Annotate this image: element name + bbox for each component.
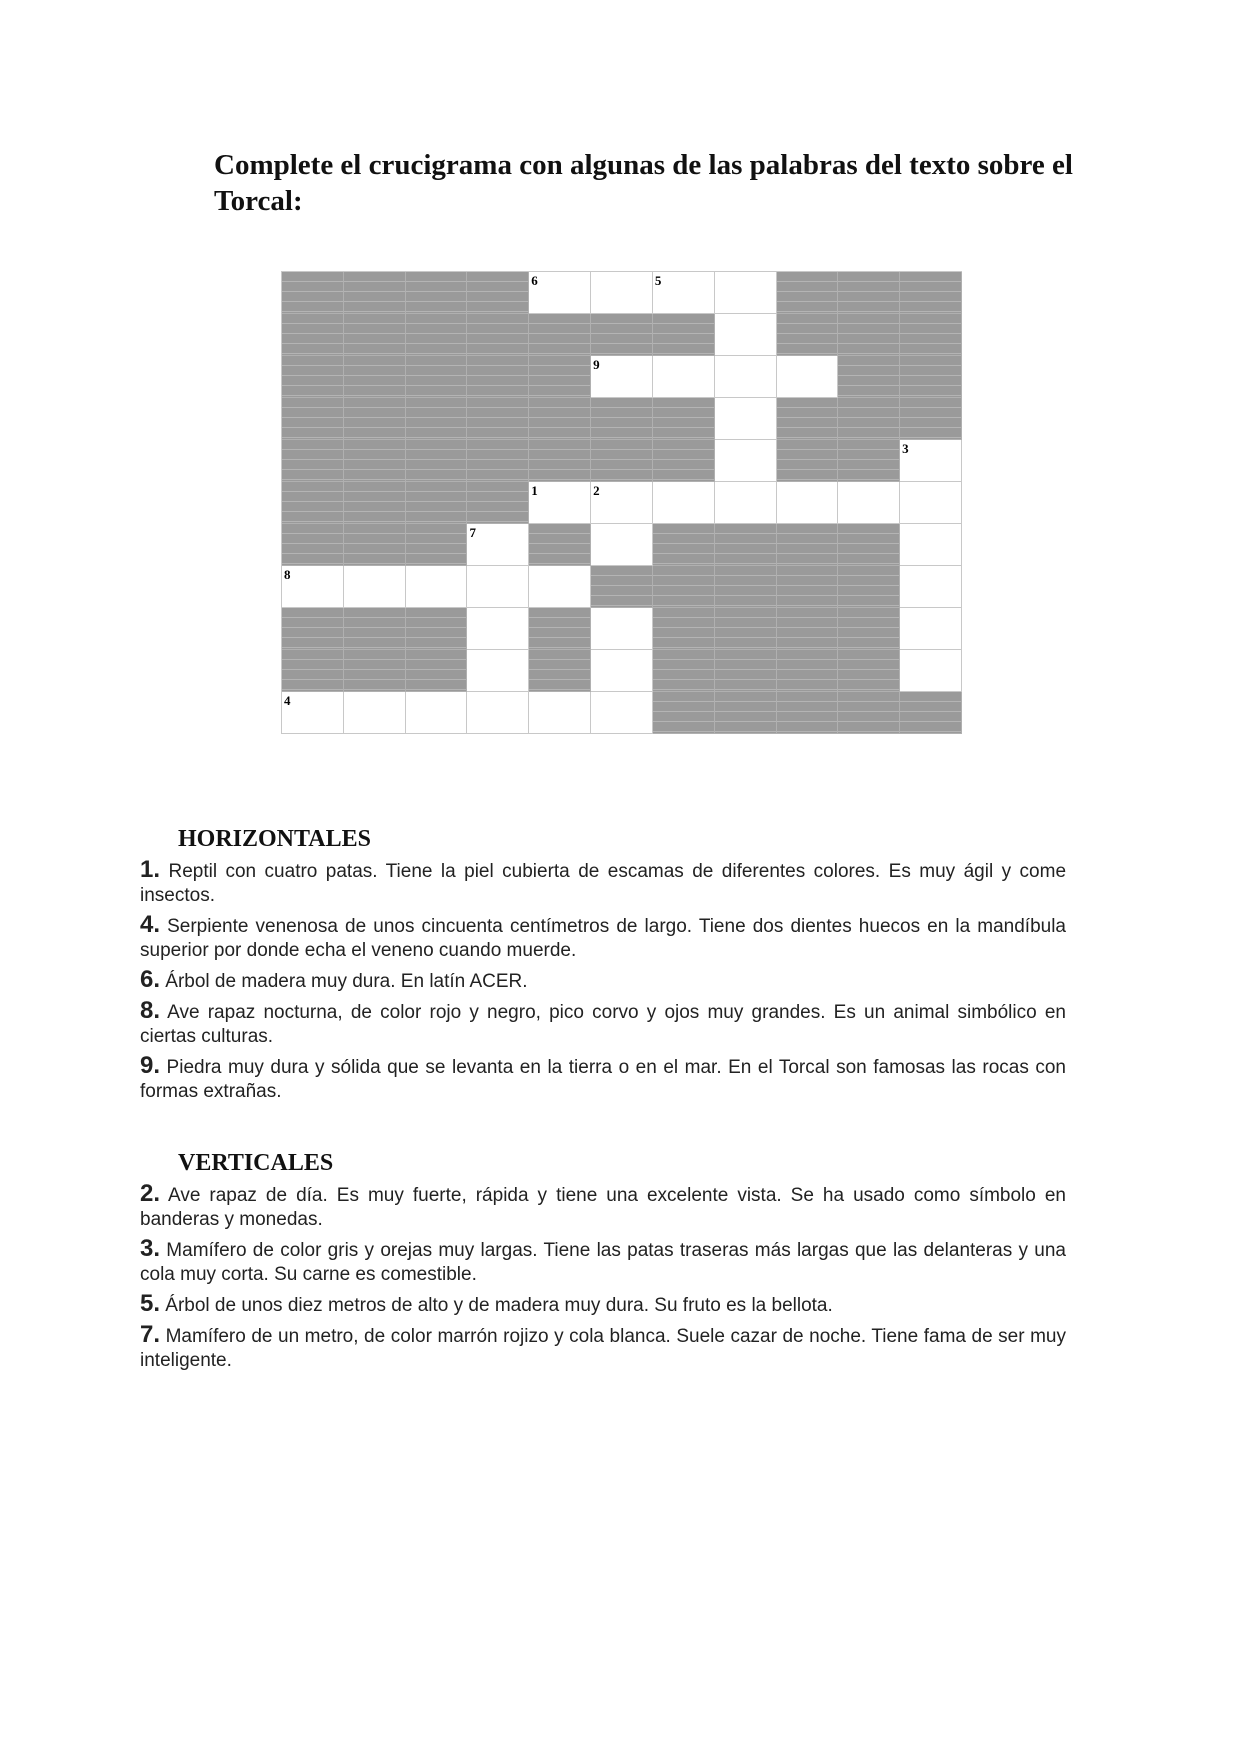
clue-text: Reptil con cuatro patas. Tiene la piel cubierta de escamas de diferentes colores. Es muy ágil y come insectos. xyxy=(140,861,1067,906)
clue-number: 2. xyxy=(140,1180,161,1207)
crossword-block xyxy=(777,650,839,692)
crossword-cell[interactable] xyxy=(900,566,962,608)
page-title: Complete el crucigrama con algunas de las palabras del texto sobre el Torcal: xyxy=(214,149,1073,217)
crossword-block xyxy=(838,650,900,692)
crossword-cell[interactable] xyxy=(406,566,468,608)
crossword-block xyxy=(591,566,653,608)
crossword-block xyxy=(900,692,962,734)
crossword-cell[interactable] xyxy=(900,608,962,650)
crossword-block xyxy=(529,524,591,566)
clue-text: Ave rapaz de día. Es muy fuerte, rápida y tiene una excelente vista. Se ha usado como símbolo en banderas y monedas. xyxy=(140,1185,1066,1230)
clue-v3 xyxy=(140,1237,1066,1287)
crossword-cell[interactable] xyxy=(529,482,591,524)
crossword-block xyxy=(529,398,591,440)
crossword-cell[interactable] xyxy=(467,650,529,692)
clue-number-label: 2 xyxy=(593,483,600,498)
crossword-block xyxy=(653,650,715,692)
horizontales-heading: HORIZONTALES xyxy=(178,826,371,852)
clue-h1 xyxy=(140,858,1066,908)
clue-v2 xyxy=(140,1182,1066,1232)
crossword-cell[interactable] xyxy=(282,692,344,734)
crossword-cell[interactable] xyxy=(777,356,839,398)
clue-number: 1. xyxy=(140,856,161,883)
crossword-block xyxy=(777,398,839,440)
crossword-block xyxy=(344,356,406,398)
crossword-block xyxy=(715,566,777,608)
crossword-cell[interactable] xyxy=(900,524,962,566)
crossword-block xyxy=(406,650,468,692)
crossword-block xyxy=(838,272,900,314)
crossword-block xyxy=(715,608,777,650)
crossword-block xyxy=(282,398,344,440)
crossword-block xyxy=(344,440,406,482)
verticales-clues xyxy=(140,1182,1066,1378)
crossword-cell[interactable] xyxy=(715,398,777,440)
crossword-block xyxy=(467,398,529,440)
crossword-cell[interactable] xyxy=(467,692,529,734)
crossword-cell[interactable] xyxy=(653,356,715,398)
crossword-block xyxy=(715,692,777,734)
crossword-block xyxy=(406,608,468,650)
crossword-block xyxy=(777,272,839,314)
crossword-block xyxy=(715,524,777,566)
crossword-block xyxy=(838,608,900,650)
clue-number-label: 7 xyxy=(469,525,476,540)
crossword-cell[interactable] xyxy=(591,482,653,524)
clue-h9 xyxy=(140,1054,1066,1104)
clue-h6 xyxy=(140,968,1066,994)
crossword-block xyxy=(838,566,900,608)
crossword-cell[interactable] xyxy=(591,692,653,734)
crossword-block xyxy=(406,314,468,356)
crossword-block xyxy=(529,650,591,692)
crossword-block xyxy=(653,692,715,734)
crossword-block xyxy=(406,440,468,482)
crossword-block xyxy=(838,692,900,734)
crossword-block xyxy=(529,356,591,398)
crossword-block xyxy=(282,524,344,566)
crossword-block xyxy=(406,398,468,440)
clue-v7 xyxy=(140,1323,1066,1373)
crossword-cell[interactable] xyxy=(591,650,653,692)
crossword-cell[interactable] xyxy=(900,650,962,692)
crossword-block xyxy=(838,524,900,566)
crossword-cell[interactable] xyxy=(467,524,529,566)
verticales-heading: VERTICALES xyxy=(178,1150,334,1176)
crossword-block xyxy=(838,314,900,356)
crossword-block xyxy=(777,692,839,734)
clue-number: 9. xyxy=(140,1052,161,1079)
crossword-block xyxy=(467,314,529,356)
clue-number-label: 8 xyxy=(284,567,291,582)
crossword-cell[interactable] xyxy=(715,482,777,524)
clue-number-label: 5 xyxy=(654,273,662,288)
crossword-grid xyxy=(281,271,962,734)
crossword-block xyxy=(653,398,715,440)
clue-text: Árbol de unos diez metros de alto y de madera muy dura. Su fruto es la bellota. xyxy=(165,1295,833,1316)
clue-number-label: 4 xyxy=(284,693,291,708)
crossword-block xyxy=(406,482,468,524)
crossword-block xyxy=(282,272,344,314)
crossword-block xyxy=(653,314,715,356)
crossword-block xyxy=(529,440,591,482)
crossword-block xyxy=(529,608,591,650)
clue-number-label: 9 xyxy=(593,357,600,372)
crossword-cell[interactable] xyxy=(529,272,591,314)
clue-text: Mamífero de color gris y orejas muy largas. Tiene las patas traseras más largas que las delanteras y una cola muy corta. Su carne es comestible. xyxy=(140,1240,1066,1285)
crossword-block xyxy=(406,272,468,314)
clue-text: Árbol de madera muy dura. En latín ACER. xyxy=(165,971,528,992)
crossword-cell[interactable] xyxy=(900,440,962,482)
crossword-block xyxy=(653,440,715,482)
crossword-block xyxy=(900,356,962,398)
clue-text: Ave rapaz nocturna, de color rojo y negro, pico corvo y ojos muy grandes. Es un animal simbólico en ciertas culturas. xyxy=(140,1002,1066,1047)
crossword-block xyxy=(282,608,344,650)
crossword-cell[interactable] xyxy=(282,566,344,608)
clue-text: Piedra muy dura y sólida que se levanta en la tierra o en el mar. En el Torcal son famosas las rocas con formas extrañas. xyxy=(140,1057,1066,1102)
clue-v5 xyxy=(140,1292,1066,1318)
crossword-block xyxy=(406,524,468,566)
clue-number-label: 3 xyxy=(902,441,909,456)
crossword-block xyxy=(777,566,839,608)
crossword-block xyxy=(777,608,839,650)
crossword-block xyxy=(344,272,406,314)
crossword-block xyxy=(591,398,653,440)
clue-number: 8. xyxy=(140,997,161,1024)
clue-text: Mamífero de un metro, de color marrón rojizo y cola blanca. Suele cazar de noche. Tiene fama de ser muy inteligente. xyxy=(140,1326,1066,1371)
crossword-cell[interactable] xyxy=(838,482,900,524)
clue-number-label: 1 xyxy=(531,483,538,498)
crossword-block xyxy=(344,524,406,566)
crossword-cell[interactable] xyxy=(591,356,653,398)
crossword-cell[interactable] xyxy=(591,608,653,650)
crossword-cell[interactable] xyxy=(777,482,839,524)
crossword-block xyxy=(344,650,406,692)
crossword-cell[interactable] xyxy=(406,692,468,734)
crossword-cell[interactable] xyxy=(344,692,406,734)
crossword-block xyxy=(467,356,529,398)
crossword-block xyxy=(838,440,900,482)
crossword-block xyxy=(282,440,344,482)
crossword-block xyxy=(838,356,900,398)
crossword-cell[interactable] xyxy=(529,692,591,734)
crossword-block xyxy=(900,272,962,314)
crossword-block xyxy=(777,314,839,356)
crossword-block xyxy=(344,482,406,524)
clue-number: 5. xyxy=(140,1290,161,1317)
crossword-cell[interactable] xyxy=(344,566,406,608)
horizontales-clues xyxy=(140,858,1066,1109)
crossword-cell[interactable] xyxy=(467,566,529,608)
clue-number: 7. xyxy=(140,1321,161,1348)
crossword-block xyxy=(282,314,344,356)
crossword-block xyxy=(777,440,839,482)
crossword-block xyxy=(777,524,839,566)
crossword-block xyxy=(591,440,653,482)
clue-text: Serpiente venenosa de unos cincuenta centímetros de largo. Tiene dos dientes huecos en la mandíbula superior por donde echa el veneno cuando muerde. xyxy=(140,916,1066,961)
crossword-cell[interactable] xyxy=(715,440,777,482)
crossword-cell[interactable] xyxy=(529,566,591,608)
crossword-block xyxy=(653,524,715,566)
clue-number: 4. xyxy=(140,911,161,938)
clue-number-label: 6 xyxy=(531,273,538,288)
crossword-block xyxy=(591,314,653,356)
crossword-block xyxy=(653,608,715,650)
clue-number: 6. xyxy=(140,966,161,993)
crossword-block xyxy=(467,272,529,314)
crossword-block xyxy=(344,608,406,650)
crossword-block xyxy=(900,314,962,356)
crossword-block xyxy=(282,650,344,692)
crossword-block xyxy=(282,482,344,524)
clue-h4 xyxy=(140,913,1066,963)
crossword-cell[interactable] xyxy=(715,272,777,314)
clue-h8 xyxy=(140,999,1066,1049)
crossword-cell[interactable] xyxy=(653,482,715,524)
crossword-block xyxy=(344,314,406,356)
crossword-block xyxy=(282,356,344,398)
crossword-cell[interactable] xyxy=(591,272,653,314)
crossword-block xyxy=(467,482,529,524)
crossword-block xyxy=(467,440,529,482)
clue-number: 3. xyxy=(140,1235,161,1262)
crossword-block xyxy=(838,398,900,440)
crossword-cell[interactable] xyxy=(715,314,777,356)
crossword-cell[interactable] xyxy=(715,356,777,398)
crossword-block xyxy=(344,398,406,440)
crossword-cell[interactable] xyxy=(591,524,653,566)
crossword-block xyxy=(715,650,777,692)
crossword-cell[interactable] xyxy=(900,482,962,524)
crossword-block xyxy=(900,398,962,440)
crossword-cell[interactable] xyxy=(653,272,715,314)
crossword-block xyxy=(529,314,591,356)
crossword-cell[interactable] xyxy=(467,608,529,650)
crossword-block xyxy=(653,566,715,608)
crossword-block xyxy=(406,356,468,398)
